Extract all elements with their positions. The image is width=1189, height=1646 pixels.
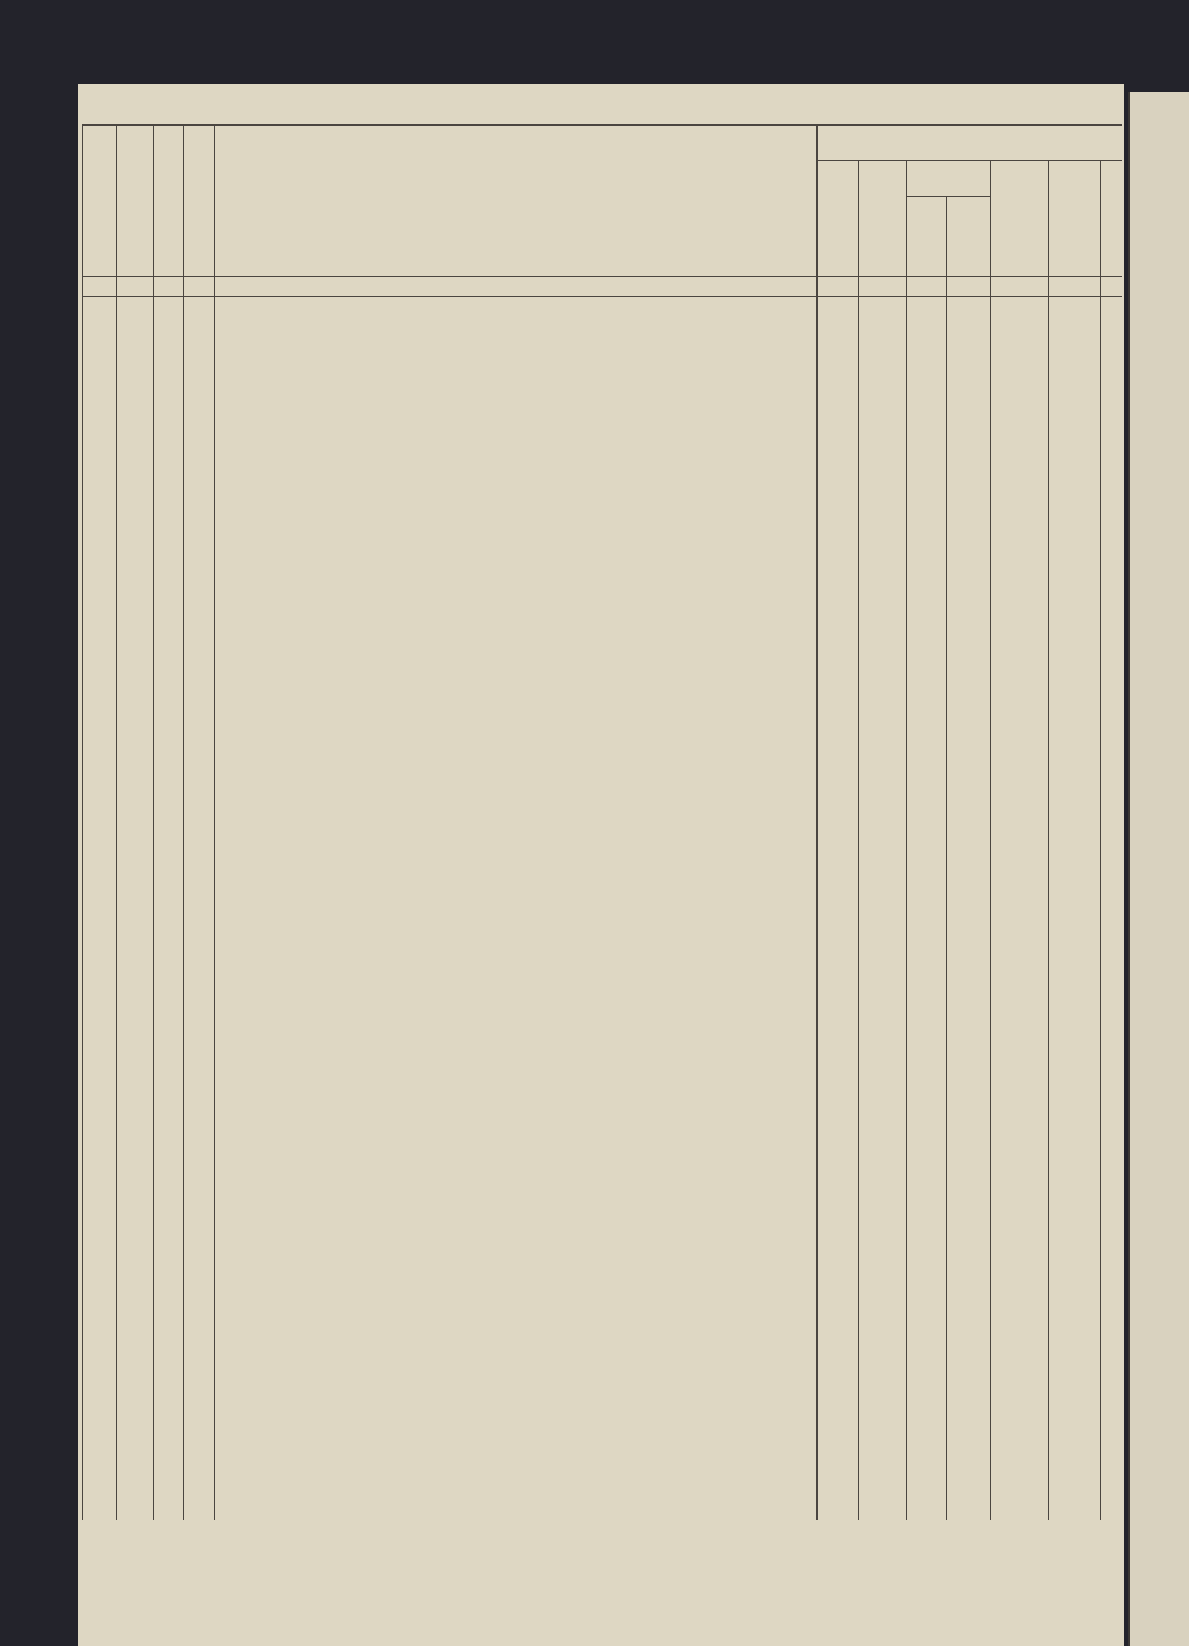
col-header-sukhodol xyxy=(952,200,982,272)
col-header-vsego xyxy=(1104,180,1120,272)
next-page-edge xyxy=(1128,92,1189,1646)
col-header-itogo xyxy=(1058,168,1092,272)
col-header-general xyxy=(121,140,147,270)
col-header-les xyxy=(1002,168,1036,272)
ledger-page xyxy=(78,84,1124,1646)
